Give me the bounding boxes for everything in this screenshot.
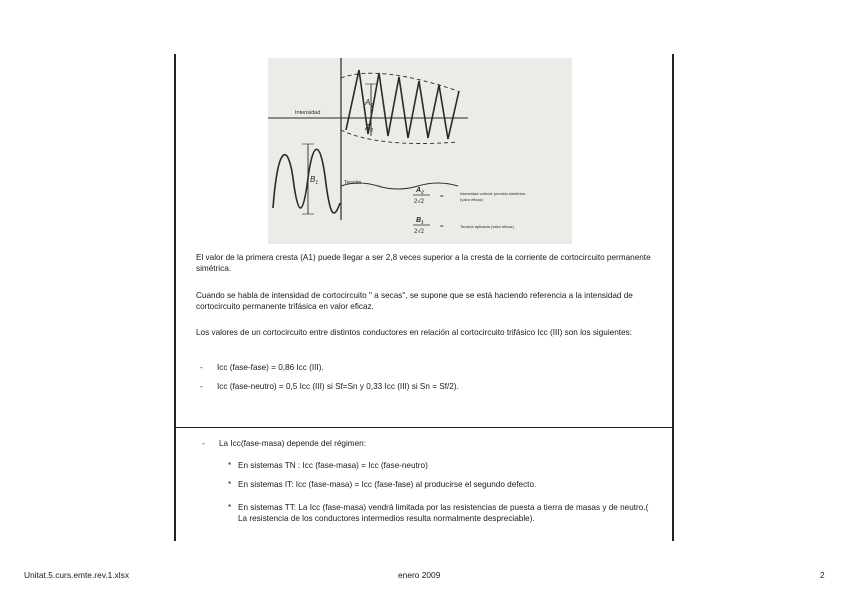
label-intensidad: Intensidad: [295, 110, 321, 116]
short-circuit-waveform-figure: [268, 58, 572, 244]
legend2-text: Tensión aplicada (valor eficaz): [460, 224, 514, 229]
label-a1: [364, 98, 373, 109]
legend2-numerator-letter: B: [416, 217, 422, 224]
paragraph-first-crest: El valor de la primera cresta (A1) puede llegar a ser 2,8 veces superior a la cresta de la corriente de cortocircuito permanente simétrica.: [196, 253, 651, 273]
sub-item-text: En sistemas TN : Icc (fase-masa) = Icc (fase-neutro): [238, 461, 428, 470]
legend1-denominator: 2√2: [414, 199, 424, 205]
footer-page-number: 2: [820, 570, 825, 580]
legend1-text-line1: Intensidad cortocir previsto simétrica: [460, 191, 525, 196]
label-b1: [310, 175, 318, 186]
sub-item-tt: [228, 502, 658, 524]
footer-filename: Unitat.5.curs.emte.rev.1.xlsx: [24, 570, 130, 580]
lower-envelope: [341, 130, 458, 144]
paragraph-short-circuit-definition: Cuando se habla de intensidad de cortocircuito " a secas", se supone que se está haciendo referencia a la intensidad de cortocircuito permanente trifásica en valor eficaz.: [196, 291, 633, 311]
label-a2-subscript: 2: [370, 128, 374, 134]
sub-item-it: [228, 479, 658, 490]
sub-item-tn: [228, 460, 658, 471]
legend1-text-line2: (valor eficaz): [460, 197, 483, 202]
section-divider: [174, 427, 674, 428]
label-b1-letter: B: [310, 175, 316, 184]
label-b1-subscript: 1: [315, 180, 319, 186]
legend1-numerator-subscript: 2: [421, 189, 424, 195]
bullet-text: Icc (fase-neutro) = 0,5 Icc (III) si Sf=Sn y 0,33 Icc (III) si Sn = Sf/2).: [217, 382, 459, 391]
legend1-equals: =: [440, 194, 444, 200]
label-tension: Tensión: [344, 180, 362, 186]
waveform-diagram: [268, 58, 572, 244]
star-marker: *: [228, 503, 232, 512]
paragraph-short-circuit-values: Los valores de un cortocircuito entre distintos conductores en relación al cortocircuito trifásico Icc (III) son los siguientes:: [196, 328, 632, 337]
legend1-numerator: [415, 187, 424, 195]
legend2-denominator: 2√2: [414, 229, 424, 235]
label-a1-subscript: 1: [370, 103, 374, 109]
voltage-waveform: [273, 149, 340, 213]
legend2-numerator-subscript: 1: [421, 219, 424, 225]
frame-right-border: [672, 54, 674, 541]
bullet-dash: -: [200, 363, 203, 372]
bullet-text: La Icc(fase-masa) depende del régimen:: [219, 439, 366, 448]
current-waveform: [346, 70, 459, 139]
legend2-numerator: [416, 217, 424, 225]
star-marker: *: [228, 480, 232, 489]
bullet-dash: -: [200, 382, 203, 391]
bullet-dash: -: [202, 439, 205, 448]
label-a1-letter: A: [365, 98, 371, 107]
bullet-text: Icc (fase-fase) = 0,86 Icc (III).: [217, 363, 324, 372]
sub-item-text: En sistemas TT: La Icc (fase-masa) vendrá limitada por las resistencias de puesta a tierra de masas y de neutro.( La resistencia de los conductores intermedios resulta normalmente despreciable).: [238, 503, 649, 523]
legend1-numerator-letter: A: [416, 187, 422, 194]
star-marker: *: [228, 461, 232, 470]
sub-item-text: En sistemas IT: Icc (fase-masa) = Icc (fase-fase) al producirse el segundo defecto.: [238, 480, 537, 489]
label-a2-letter: A: [365, 123, 371, 132]
frame-left-border: [174, 54, 176, 541]
footer-date: enero 2009: [398, 570, 441, 580]
legend2-equals: =: [440, 224, 444, 230]
